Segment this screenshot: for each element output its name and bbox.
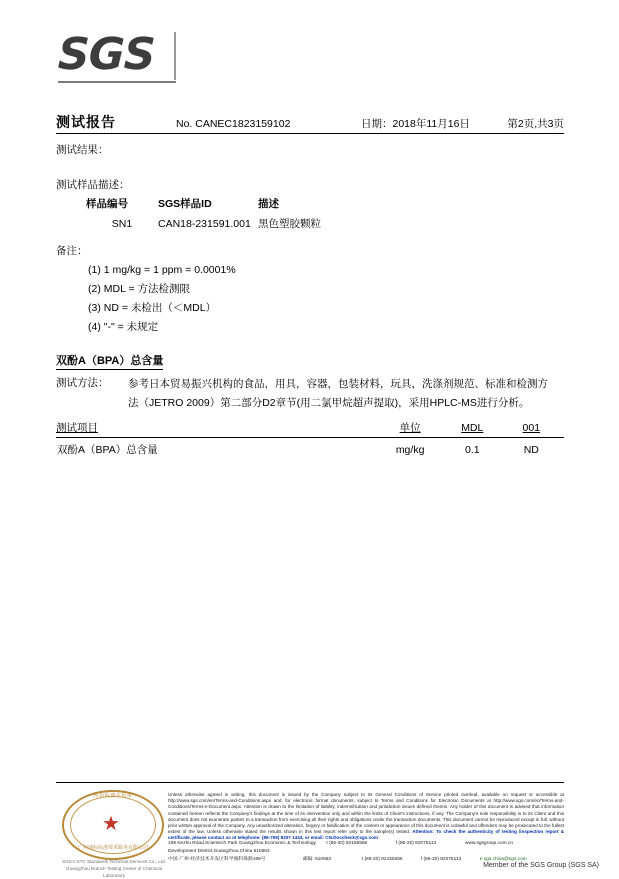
col-sample-no: 样品编号	[86, 198, 128, 210]
cell-result-001: ND	[523, 443, 539, 456]
header-divider	[56, 133, 564, 134]
cell-description: 黑色塑胶颗粒	[258, 218, 321, 230]
address-en: 198 Kezhu Road,Scientech Park Guangzhou Economic & Technology Development District,Guangzhou,China 510663	[168, 841, 316, 854]
stamp-caption: SGS-CSTC Standards Technical Services Co., Ltd. Guangzhou Branch Testing Center of Chemical Laboratory	[62, 859, 166, 878]
member-note: Member of the SGS Group (SGS SA)	[483, 862, 599, 869]
table-header-row	[86, 196, 378, 216]
note-item: (1) 1 mg/kg = 1 ppm = 0.0001%	[88, 264, 236, 276]
legal-attention[interactable]: Attention: To check the authenticity of testing /inspection report & certificate, please contact us at telephone: (86-755) 8307 1443,	[168, 829, 565, 841]
note-item: (2) MDL = 方法检测限	[88, 283, 190, 295]
address-en-tel: t (86-20) 82155555	[326, 841, 368, 846]
stamp-bottom-text: 广州通标标准技术服务有限公司	[77, 845, 148, 851]
method-text: 参考日本贸易振兴机构的食品，用具，容器，包装材料，玩具，洗涤剂规范、标准和检测方法（JETRO 2009）第二部分D2章节(用二氯甲烷超声提取)，采用HPLC-MS进行分析。	[128, 378, 548, 409]
remark-notes	[88, 261, 236, 337]
footer-address-block	[168, 840, 564, 864]
address-cn: 中国·广州·经济技术开发区科学城科珠路198号	[168, 857, 266, 862]
legal-email[interactable]: or email: CN.Doccheck@sgs.com	[304, 835, 379, 841]
page-number: 第2页,共3页	[507, 118, 564, 130]
col-mdl: MDL	[446, 420, 499, 438]
col-sgs-id: SGS样品ID	[158, 198, 212, 210]
page-title: 测试报告	[56, 114, 116, 130]
address-cn-zip: 邮编: 510663	[302, 857, 332, 862]
col-description: 描述	[258, 198, 279, 210]
col-test-item: 测试项目	[56, 420, 374, 438]
remark-label: 备注：	[56, 245, 88, 257]
report-number: No. CANEC1823159102	[176, 118, 291, 130]
company-stamp: 检验检测专用章 ★ 广州通标标准技术服务有限公司 SGS-CSTC Standards Technical Services Co., Ltd. Guangzhou Branch Testing Center of Chemical Laboratory	[62, 790, 167, 862]
report-date: 日期：2018年11月16日	[361, 118, 470, 130]
address-en-fax: f (86-20) 82075113	[395, 841, 437, 846]
note-item: (4) "-" = 未规定	[88, 321, 159, 333]
footer-divider	[56, 782, 564, 783]
method-label: 测试方法：	[56, 377, 109, 389]
test-results-label: 测试结果：	[56, 144, 109, 156]
sgs-logo-text: SGS	[57, 29, 156, 80]
table-row	[86, 216, 378, 231]
cell-test-item: 双酚A（BPA）总含量	[57, 444, 158, 456]
sample-description-label: 测试样品描述：	[56, 179, 130, 191]
stamp-top-text: 检验检测专用章	[93, 793, 133, 799]
address-cn-mail[interactable]: e sgs.china@sgs.com	[479, 857, 527, 862]
legal-paragraph: Unless otherwise agreed in writing, this document is issued by the Company subject to its General Conditions of Service printed overleaf, available on request or accessible at http://www.sgs.com/en/Terms-and-Conditions.aspx and, for electronic format documents, subject to Terms and Conditions for Electronic Documents at http://www.sgs.com/en/Terms-and-Conditions/Terms-e-Document.aspx. Attention is drawn to the limitation of liability, indemnification and jurisdiction issues defined therein. Any holder of this document is advised that information contained hereon reflects the Company's findings at the time of its intervention only and within the limits of Client's instructions, if any. The Company's sole responsibility is to its Client and this document does not exonerate parties to a transaction from exercising all their rights and obligations under the transaction documents. This document cannot be reproduced except in full, without prior written approval of the Company. Any unauthorized alteration, forgery or falsification of the content or appearance of this document is unlawful and offenders may be prosecuted to the fullest extent of the law. Unless otherwise stated the results shown in this test report refer only to the sample(s) tested.	[168, 792, 564, 835]
address-cn-fax: f (86-20) 82075113	[420, 857, 462, 862]
address-row-en	[168, 840, 564, 856]
col-sample-001: 001	[499, 420, 564, 438]
address-cn-tel: t (86-20) 82155555	[361, 857, 403, 862]
cell-sample-no: SN1	[111, 217, 133, 230]
table-row	[56, 438, 564, 459]
sgs-logo	[57, 29, 176, 83]
logo-underline	[58, 81, 176, 83]
cell-unit: mg/kg	[395, 443, 425, 456]
logo-divider-bar	[174, 32, 176, 80]
cell-sgs-id: CAN18-231591.001	[158, 217, 251, 230]
sample-table	[86, 196, 378, 231]
note-item: (3) ND = 未检出（＜MDL）	[88, 302, 217, 314]
cell-mdl: 0.1	[464, 443, 480, 456]
section-title-bpa: 双酚A（BPA）总含量	[56, 352, 163, 370]
result-header-row	[56, 420, 564, 438]
col-unit: 单位	[374, 420, 446, 438]
legal-text-block	[168, 792, 564, 842]
result-table	[56, 420, 564, 458]
report-header-row	[56, 112, 564, 132]
address-en-web[interactable]: www.sgsgroup.com.cn	[465, 841, 513, 846]
